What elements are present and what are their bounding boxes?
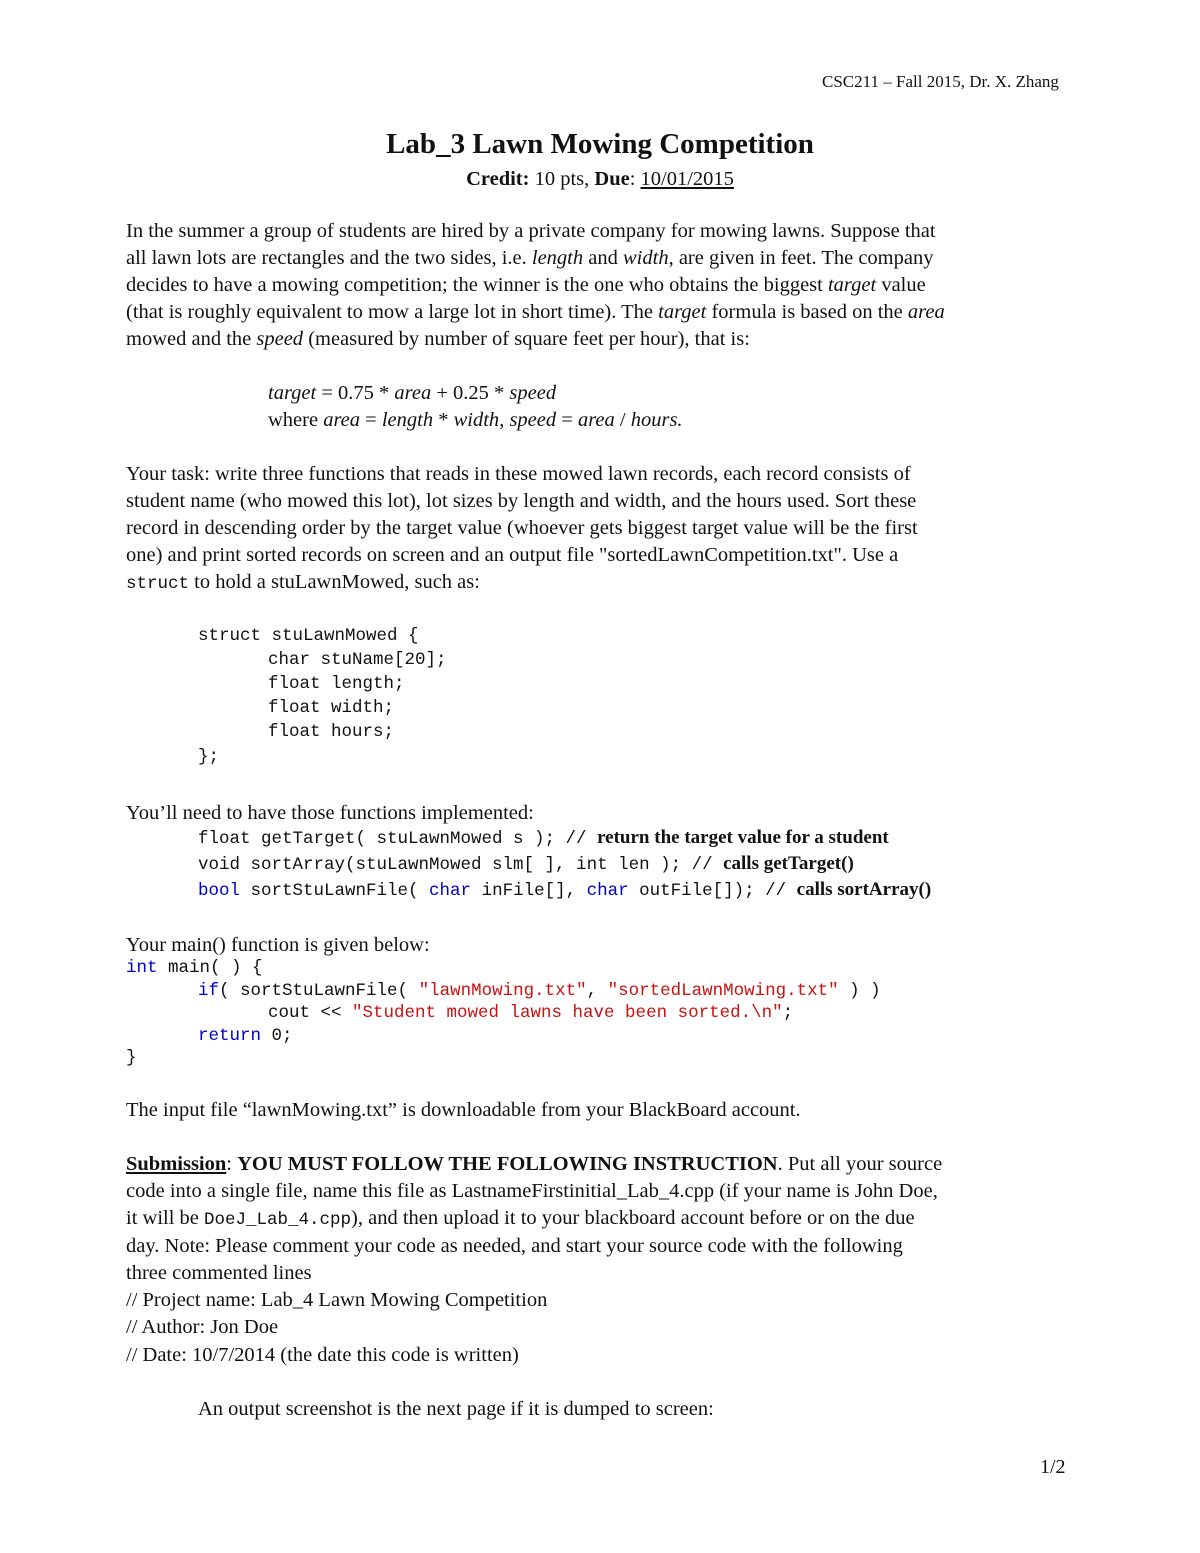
text-run: (that is roughly equivalent to mow a large lot in short time). The xyxy=(126,301,659,323)
formula-line-1 xyxy=(268,380,556,407)
code-string: "sortedLawnMowing.txt" xyxy=(607,981,839,1001)
text-run: area xyxy=(907,301,945,323)
submission-line-5: three commented lines xyxy=(126,1262,312,1284)
main-code-line-3 xyxy=(268,1003,793,1023)
function-decl-2 xyxy=(198,853,854,875)
text-run: and xyxy=(583,247,623,269)
code-run: float getTarget( stuLawnMowed s ); // xyxy=(198,829,598,849)
credit-line xyxy=(0,166,1200,193)
comment-line-project: // Project name: Lab_4 Lawn Mowing Competition xyxy=(126,1289,548,1311)
text-run: area xyxy=(323,409,361,431)
code-run: ( sortStuLawnFile( xyxy=(219,981,419,1001)
text-run: formula is based on the xyxy=(706,301,908,323)
task-line-1: Your task: write three functions that reads in these mowed lawn records, each record consists of xyxy=(126,463,911,485)
code-keyword: int xyxy=(126,958,158,978)
credit-value: 10 pts, xyxy=(529,168,595,190)
code-keyword: if xyxy=(198,981,220,1001)
text-run: to hold a stuLawnMowed, such as: xyxy=(189,571,480,593)
code-string: "lawnMowing.txt" xyxy=(418,981,587,1001)
intro-line-3 xyxy=(126,272,926,299)
comment-line-date: // Date: 10/7/2014 (the date this code is written) xyxy=(126,1344,519,1366)
page-number: 1/2 xyxy=(1040,1456,1066,1478)
main-intro: Your main() function is given below: xyxy=(126,934,430,956)
code-run: inFile[], xyxy=(471,881,587,901)
intro-line-5 xyxy=(126,326,750,353)
code-comment: calls sortArray() xyxy=(796,879,932,900)
text-run: where xyxy=(268,409,324,431)
code-line: float length; xyxy=(268,674,405,694)
code-line: char stuName[20]; xyxy=(268,650,447,670)
submission-instruction: YOU MUST FOLLOW THE FOLLOWING INSTRUCTION xyxy=(237,1153,778,1175)
course-header: CSC211 – Fall 2015, Dr. X. Zhang xyxy=(822,72,1059,91)
text-run: ), and then upload it to your blackboard account before or on the due xyxy=(351,1207,915,1229)
task-line-4: one) and print sorted records on screen and an output file "sortedLawnCompetition.txt". Use a xyxy=(126,544,899,566)
formula-line-2 xyxy=(268,407,683,434)
code-run: sortStuLawnFile( xyxy=(240,881,430,901)
due-sep: : xyxy=(629,168,641,190)
code-run: ) ) xyxy=(838,981,881,1001)
code-keyword: char xyxy=(429,881,472,901)
intro-line-2 xyxy=(126,245,933,272)
text-run: target xyxy=(827,274,877,296)
code-run: ; xyxy=(782,1003,794,1023)
intro-line-1: In the summer a group of students are hired by a private company for mowing lawns. Suppose that xyxy=(126,220,936,242)
code-inline: DoeJ_Lab_4.cpp xyxy=(204,1210,352,1230)
code-comment: calls getTarget() xyxy=(723,853,854,874)
due-label: Due xyxy=(594,168,630,190)
text-run: area xyxy=(394,382,432,404)
text-run: = 0.75 * xyxy=(316,382,395,404)
text-run: mowed and the xyxy=(126,328,257,350)
main-code-line-4 xyxy=(198,1026,293,1046)
function-decl-3 xyxy=(198,879,931,901)
due-date: 10/01/2015 xyxy=(640,168,734,190)
text-run: + 0.25 * xyxy=(431,382,510,404)
text-run: all lawn lots are rectangles and the two sides, i.e. xyxy=(126,247,532,269)
credit-label: Credit: xyxy=(466,168,530,190)
next-page-note: An output screenshot is the next page if it is dumped to screen: xyxy=(198,1398,714,1420)
text-run: . Put all your source xyxy=(777,1153,943,1175)
text-run: decides to have a mowing competition; the winner is the one who obtains the biggest xyxy=(126,274,828,296)
text-run: = xyxy=(360,409,382,431)
text-run: , are given in feet. The company xyxy=(668,247,934,269)
submission-line-1 xyxy=(126,1151,942,1178)
code-run: 0; xyxy=(261,1026,293,1046)
code-line: float hours; xyxy=(268,722,395,742)
text-run: hours. xyxy=(630,409,683,431)
code-run: outFile[]); // xyxy=(628,881,797,901)
text-run: width xyxy=(453,409,500,431)
text-run: / xyxy=(614,409,631,431)
text-run: speed xyxy=(509,409,557,431)
functions-intro: You’ll need to have those functions implemented: xyxy=(126,802,534,824)
task-line-3: record in descending order by the target value (whoever gets biggest target value will be the first xyxy=(126,517,918,539)
code-inline: struct xyxy=(126,574,190,594)
text-run: (measured by number of square feet per hour), that is: xyxy=(303,328,750,350)
code-line: struct stuLawnMowed { xyxy=(198,626,419,646)
code-keyword: char xyxy=(586,881,629,901)
main-code-line-1 xyxy=(126,958,263,978)
text-run: * xyxy=(433,409,454,431)
text-run: it will be xyxy=(126,1207,205,1229)
submission-line-3 xyxy=(126,1205,915,1234)
text-run: width xyxy=(623,247,669,269)
code-run: , xyxy=(586,981,608,1001)
code-string: "Student mowed lawns have been sorted.\n" xyxy=(352,1003,783,1023)
code-comment: return the target value for a student xyxy=(597,827,889,848)
text-run: length xyxy=(381,409,434,431)
code-run: cout << xyxy=(268,1003,353,1023)
code-run: main( ) { xyxy=(157,958,263,978)
code-run: void sortArray(stuLawnMowed slm[ ], int len ); // xyxy=(198,855,724,875)
task-line-2: student name (who mowed this lot), lot sizes by length and width, and the hours used. Sort these xyxy=(126,490,917,512)
comment-line-author: // Author: Jon Doe xyxy=(126,1316,279,1338)
page-title: Lab_3 Lawn Mowing Competition xyxy=(386,128,814,160)
function-decl-1 xyxy=(198,827,889,849)
task-line-5 xyxy=(126,569,480,598)
main-code-line-5: } xyxy=(126,1048,137,1068)
text-run: = xyxy=(556,409,578,431)
code-line: float width; xyxy=(268,698,395,718)
input-file-note: The input file “lawnMowing.txt” is downloadable from your BlackBoard account. xyxy=(126,1099,801,1121)
submission-label: Submission xyxy=(126,1153,227,1175)
text-run: area xyxy=(577,409,615,431)
code-line: }; xyxy=(198,747,220,767)
intro-line-4 xyxy=(126,299,945,326)
text-run: speed xyxy=(256,328,304,350)
code-keyword: bool xyxy=(198,881,241,901)
submission-line-2: code into a single file, name this file as LastnameFirstinitial_Lab_4.cpp (if your name is John Doe, xyxy=(126,1180,938,1202)
text-run: value xyxy=(876,274,926,296)
main-code-line-2 xyxy=(198,981,881,1001)
text-run: target xyxy=(658,301,707,323)
text-run: , xyxy=(499,409,510,431)
text-run: length xyxy=(531,247,584,269)
text-run: target xyxy=(268,382,317,404)
text-run: : xyxy=(226,1153,238,1175)
text-run: speed xyxy=(509,382,557,404)
code-keyword: return xyxy=(198,1026,262,1046)
submission-line-4: day. Note: Please comment your code as needed, and start your source code with the following xyxy=(126,1235,903,1257)
